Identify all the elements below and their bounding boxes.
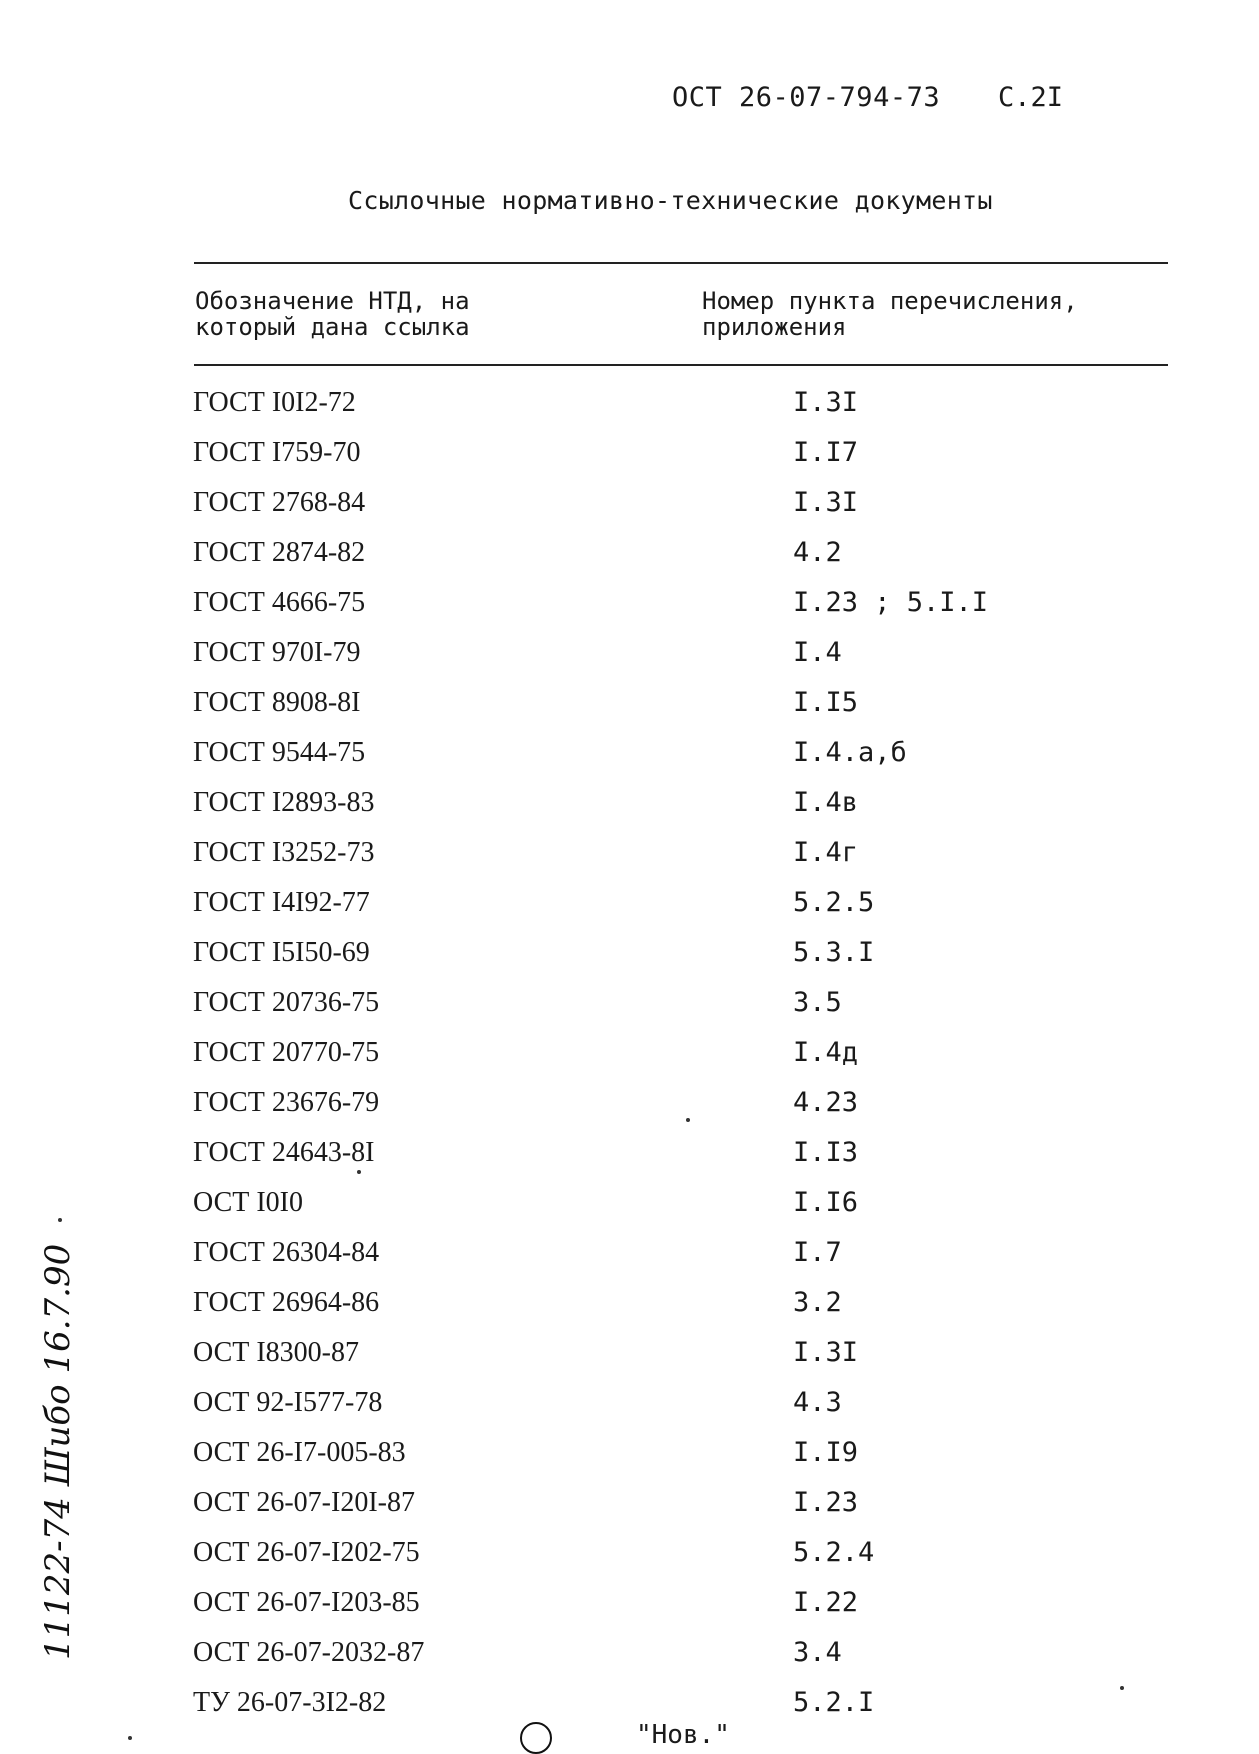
table-row	[0, 378, 1259, 428]
clause-number: 5.2.4	[793, 1537, 875, 1568]
document-designation: ОСТ 92-I577-78	[193, 1387, 383, 1418]
table-row	[0, 828, 1259, 878]
document-designation: ОСТ 26-07-I202-75	[193, 1537, 420, 1568]
table-row	[0, 1178, 1259, 1228]
document-designation: ГОСТ 26964-86	[193, 1287, 380, 1318]
document-designation: ГОСТ I3252-73	[193, 837, 375, 868]
document-designation: ГОСТ 24643-8I	[193, 1137, 375, 1168]
table-row	[0, 778, 1259, 828]
document-designation: ГОСТ 20770-75	[193, 1037, 380, 1068]
table-row	[0, 928, 1259, 978]
document-designation: ГОСТ 970I-79	[193, 637, 361, 668]
table-row	[0, 1478, 1259, 1528]
stamp-circle-icon	[520, 1722, 552, 1754]
clause-number: I.3I	[793, 1337, 859, 1368]
document-designation: ГОСТ 4666-75	[193, 587, 366, 618]
clause-number: I.4.а,б	[793, 737, 907, 768]
clause-number: I.4г	[793, 837, 859, 868]
clause-number: I.22	[793, 1587, 859, 1618]
document-designation: ГОСТ 26304-84	[193, 1237, 380, 1268]
table-row	[0, 1078, 1259, 1128]
document-designation: ГОСТ I4I92-77	[193, 887, 370, 918]
document-designation: ГОСТ I5I50-69	[193, 937, 370, 968]
column-header-document: Обозначение НТД, на который дана ссылка	[195, 287, 470, 341]
table-row	[0, 1278, 1259, 1328]
table-row	[0, 1228, 1259, 1278]
document-designation: ГОСТ 23676-79	[193, 1087, 380, 1118]
document-designation: ГОСТ 2768-84	[193, 487, 366, 518]
handwritten-margin-note: 11122-74 Шибо 16.7.90	[38, 1243, 78, 1660]
scan-speck	[357, 1170, 361, 1174]
page-number: С.2I	[998, 82, 1064, 113]
clause-number: 4.2	[793, 537, 842, 568]
table-row	[0, 678, 1259, 728]
clause-number: I.I5	[793, 687, 859, 718]
clause-number: 3.5	[793, 987, 842, 1018]
table-row	[0, 428, 1259, 478]
table-row	[0, 1528, 1259, 1578]
page-title: Ссылочные нормативно-технические документы	[348, 186, 993, 215]
clause-number: 5.3.I	[793, 937, 875, 968]
table-row	[0, 728, 1259, 778]
table-row	[0, 1378, 1259, 1428]
table-row	[0, 528, 1259, 578]
document-designation: ГОСТ I759-70	[193, 437, 361, 468]
document-designation: ОСТ I0I0	[193, 1187, 303, 1218]
document-designation: ГОСТ I0I2-72	[193, 387, 356, 418]
scan-speck	[128, 1736, 132, 1740]
document-designation: ОСТ 26-I7-005-83	[193, 1437, 406, 1468]
document-designation: ГОСТ 8908-8I	[193, 687, 361, 718]
document-designation: ОСТ 26-07-I203-85	[193, 1587, 420, 1618]
document-designation: ГОСТ I2893-83	[193, 787, 375, 818]
scan-speck	[58, 1218, 62, 1222]
document-designation: ГОСТ 20736-75	[193, 987, 380, 1018]
document-designation: ГОСТ 2874-82	[193, 537, 366, 568]
table-row	[0, 1428, 1259, 1478]
table-row	[0, 1328, 1259, 1378]
scan-speck	[686, 1118, 690, 1122]
clause-number: I.4	[793, 637, 842, 668]
clause-number: I.7	[793, 1237, 842, 1268]
clause-number: 3.4	[793, 1637, 842, 1668]
scan-speck	[1120, 1686, 1124, 1690]
clause-number: I.4в	[793, 787, 859, 818]
clause-number: I.3I	[793, 487, 859, 518]
document-designation: ОСТ 26-07-2032-87	[193, 1637, 425, 1668]
table-top-rule	[194, 262, 1168, 264]
clause-number: 5.2.5	[793, 887, 875, 918]
document-designation: ОСТ I8300-87	[193, 1337, 359, 1368]
table-row	[0, 1578, 1259, 1628]
table-row	[0, 878, 1259, 928]
clause-number: I.I9	[793, 1437, 859, 1468]
table-row	[0, 628, 1259, 678]
table-row	[0, 578, 1259, 628]
document-designation: ТУ 26-07-3I2-82	[193, 1687, 387, 1718]
clause-number: I.23	[793, 1487, 859, 1518]
clause-number: I.I6	[793, 1187, 859, 1218]
clause-number: 5.2.I	[793, 1687, 875, 1718]
table-row	[0, 478, 1259, 528]
footer-mark: "Нов."	[636, 1720, 730, 1750]
table-row	[0, 978, 1259, 1028]
clause-number: I.I3	[793, 1137, 859, 1168]
clause-number: I.I7	[793, 437, 859, 468]
clause-number: 4.3	[793, 1387, 842, 1418]
table-header-rule	[194, 364, 1168, 366]
clause-number: I.3I	[793, 387, 859, 418]
document-designation: ГОСТ 9544-75	[193, 737, 366, 768]
table-row	[0, 1128, 1259, 1178]
clause-number: 3.2	[793, 1287, 842, 1318]
table-row	[0, 1678, 1259, 1728]
clause-number: 4.23	[793, 1087, 859, 1118]
document-designation: ОСТ 26-07-I20I-87	[193, 1487, 415, 1518]
column-header-clause: Номер пункта перечисления, приложения	[702, 287, 1078, 341]
clause-number: I.23 ; 5.I.I	[793, 587, 989, 618]
table-row	[0, 1028, 1259, 1078]
document-code: ОСТ 26-07-794-73	[672, 82, 941, 113]
clause-number: I.4д	[793, 1037, 859, 1068]
table-row	[0, 1628, 1259, 1678]
